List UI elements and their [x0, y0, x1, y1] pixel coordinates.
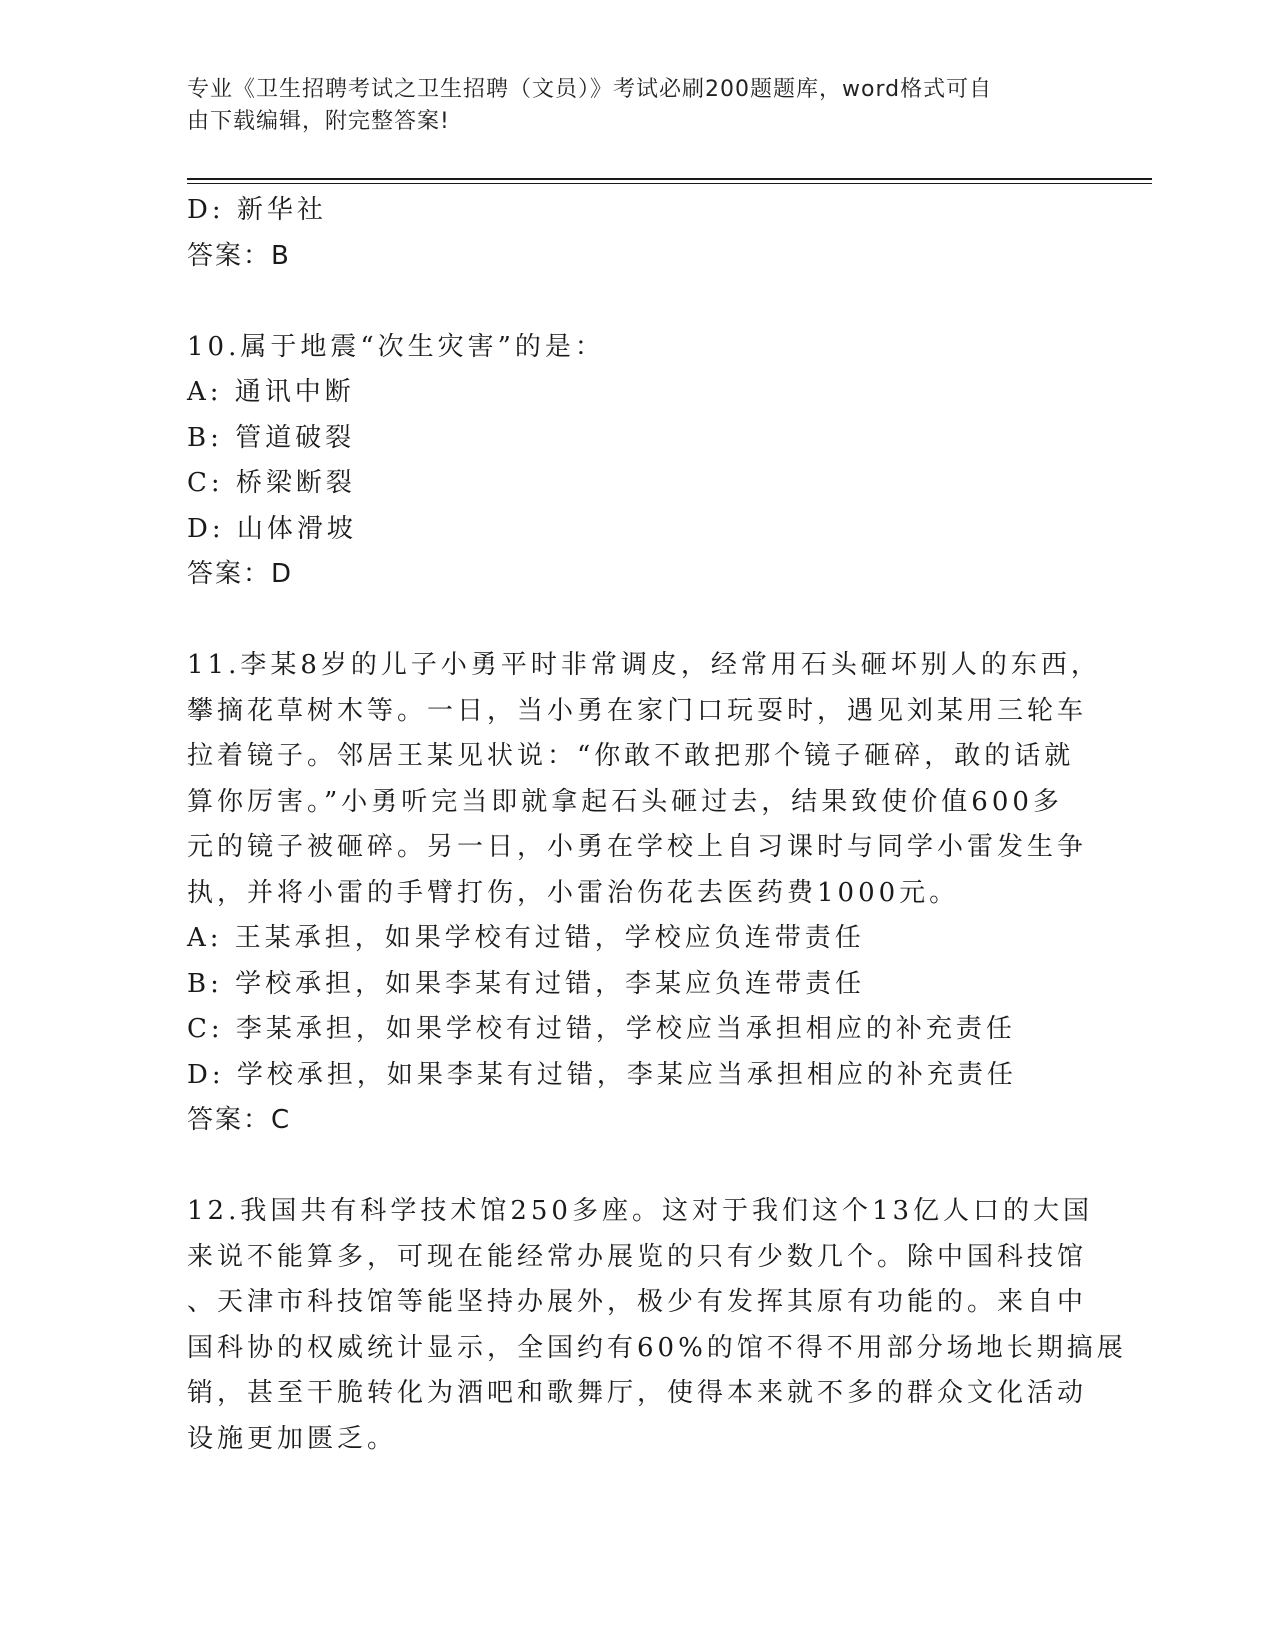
q11-stem-line: 执，并将小雷的手臂打伤，小雷治伤花去医药费1000元。 — [187, 877, 960, 908]
q12-stem — [187, 1189, 1127, 1462]
q11-option-d: D: 学校承担，如果李某有过错，李某应当承担相应的补充责任 — [187, 1059, 1017, 1090]
q11-stem-line: 拉着镜子。邻居王某见状说：“你敢不敢把那个镜子砸碎，敢的话就 — [187, 741, 1075, 771]
q11-answer: 答案：C — [187, 1105, 292, 1135]
prev-option-d: D: 新华社 — [187, 195, 327, 225]
q11-option-b: B: 学校承担，如果李某有过错，李某应负连带责任 — [187, 968, 866, 999]
q11-stem-line: 元的镜子被砸碎。另一日，小勇在学校上自习课时与同学小雷发生争 — [187, 832, 1088, 862]
header-rule-thick — [187, 178, 1152, 180]
q10-option-c: C: 桥梁断裂 — [187, 468, 356, 498]
q12-stem-line: 来说不能算多，可现在能经常办展览的只有少数几个。除中国科技馆 — [187, 1241, 1088, 1272]
q12-stem-line: 国科协的权威统计显示，全国约有60%的馆不得不用部分场地长期搞展 — [187, 1332, 1127, 1363]
q12-stem-line: 12.我国共有科学技术馆250多座。这对于我们这个13亿人口的大国 — [187, 1196, 1094, 1226]
q12-stem-line: 、天津市科技馆等能坚持办展外，极少有发挥其原有功能的。来自中 — [187, 1287, 1088, 1317]
q11-option-c: C: 李某承担，如果学校有过错，学校应当承担相应的补充责任 — [187, 1014, 1016, 1044]
q11-option-a: A: 王某承担，如果学校有过错，学校应负连带责任 — [187, 923, 865, 953]
question-content — [187, 188, 1127, 1462]
q11-stem-line: 算你厉害。”小勇听完当即就拿起石头砸过去，结果致使价值600多 — [187, 786, 1063, 817]
q12-stem-line: 销，甚至干脆转化为酒吧和歌舞厅，使得本来就不多的群众文化活动 — [187, 1378, 1088, 1408]
q11-stem-line: 11.李某8岁的儿子小勇平时非常调皮，经常用石头砸坏别人的东西， — [187, 650, 1101, 680]
q10-answer: 答案：D — [187, 559, 294, 589]
q12-stem-line: 设施更加匮乏。 — [187, 1423, 398, 1454]
q10-option-a: A: 通讯中断 — [187, 377, 355, 407]
spacer — [187, 279, 1087, 325]
q10-stem: 10.属于地震“次生灾害”的是： — [187, 331, 605, 362]
page-header — [187, 74, 1067, 138]
prev-answer: 答案：B — [187, 240, 291, 271]
header-line-2: 由下载编辑，附完整答案! — [187, 109, 450, 134]
header-rule-thin — [187, 183, 1152, 184]
spacer — [187, 598, 1087, 644]
spacer — [187, 1144, 1087, 1190]
q11-stem-line: 攀摘花草树木等。一日，当小勇在家门口玩耍时，遇见刘某用三轮车 — [187, 695, 1088, 726]
q11-stem — [187, 643, 1101, 916]
q10-option-d: D: 山体滑坡 — [187, 513, 357, 544]
q10-option-b: B: 管道破裂 — [187, 422, 356, 453]
header-line-1: 专业《卫生招聘考试之卫生招聘（文员）》考试必刷200题题库，word格式可自 — [187, 77, 993, 102]
